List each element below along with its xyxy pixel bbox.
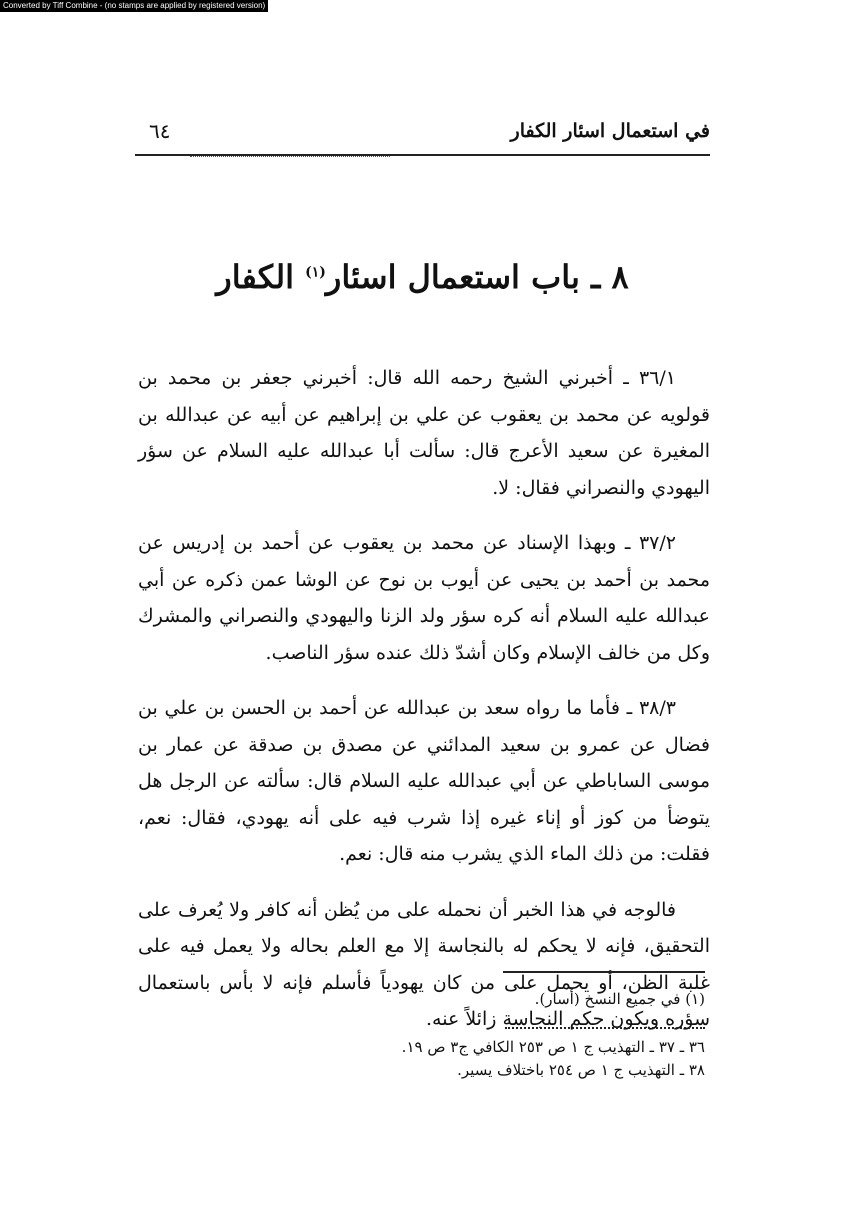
chapter-title-text: ٨ ـ باب استعمال اسئار	[325, 258, 629, 297]
page-number: ٦٤	[149, 119, 171, 143]
source-line: ٣٦ ـ ٣٧ ـ التهذيب ج ١ ص ٢٥٣ الكافي ج٣ ص ١٩.	[401, 1038, 705, 1056]
commentary-paragraph: فالوجه في هذا الخبر أن نحمله على من يُظن أنه كافر ولا يُعرف على التحقيق، فإنه لا يحكم له بالنجاسة إلا مع العلم بحاله ولا يعمل فيه على غلبة الظن، أو يحمل على من كان يهودياً فأسلم فإنه لا بأس باستعمال سؤره ويكون حكم النجاسة زائلاً عنه.	[138, 898, 710, 1030]
footnote: (١) في جميع النسخ (أسار).	[534, 990, 705, 1008]
dotted-separator	[505, 1027, 705, 1029]
header-rule-dotted	[190, 156, 390, 157]
converter-watermark: Converted by Tiff Combine - (no stamps are applied by registered version)	[0, 0, 268, 12]
source-references	[380, 1036, 705, 1082]
body-text	[138, 360, 710, 1057]
source-line: ٣٨ ـ التهذيب ج ١ ص ٢٥٤ باختلاف يسير.	[457, 1061, 705, 1079]
hadith-paragraph-38: ٣٨/٣ ـ فأما ما رواه سعد بن عبدالله عن أحمد بن الحسن بن علي بن فضال عن عمرو بن سعيد المدائني عن مصدق بن صدقة عن عمار بن موسى الساباطي عن أبي عبدالله عليه السلام قال: سألته عن الرجل هل يتوضأ من كوز أو إناء غيره إذا شرب فيه على أنه يهودي، فقال: نعم، فقلت: من ذلك الماء الذي يشرب منه قال: نعم.	[138, 697, 710, 865]
hadith-paragraph-36: ٣٦/١ ـ أخبرني الشيخ رحمه الله قال: أخبرني جعفر بن محمد بن قولويه عن محمد بن يعقوب عن علي بن إبراهيم عن أبيه عن عبدالله بن المغيرة عن سعيد الأعرج قال: سألت أبا عبدالله عليه السلام عن سؤر اليهودي والنصراني فقال: لا.	[138, 367, 710, 499]
footnote-reference: (١)	[305, 264, 326, 281]
chapter-title	[135, 253, 710, 301]
hadith-paragraph-37: ٣٧/٢ ـ وبهذا الإسناد عن محمد بن يعقوب عن أحمد بن إدريس عن محمد بن أحمد بن يحيى عن أيوب بن نوح عن الوشا عمن ذكره عن أبي عبدالله عليه السلام أنه كره سؤر ولد الزنا واليهودي والنصراني والمشرك وكل من خالف الإسلام وكان أشدّ ذلك عنده سؤر الناصب.	[138, 532, 710, 664]
chapter-title-end: الكفار	[216, 258, 294, 297]
running-header	[135, 118, 710, 148]
footnote-rule	[503, 971, 705, 973]
running-title: في استعمال اسئار الكفار	[510, 120, 710, 142]
